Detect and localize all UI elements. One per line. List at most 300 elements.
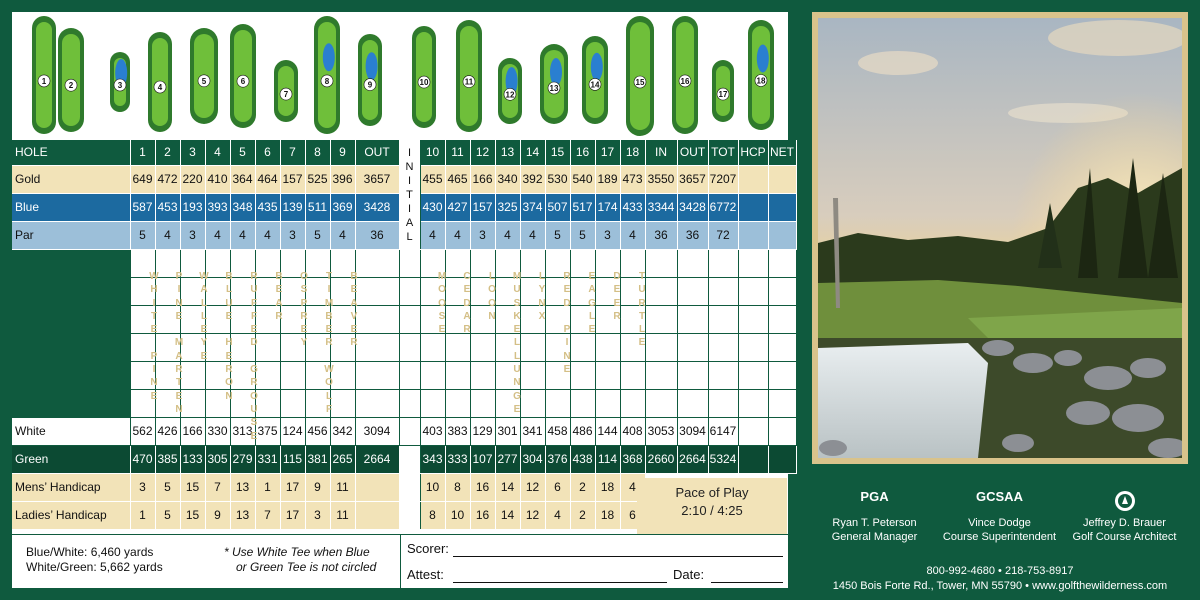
- player-score-cell[interactable]: [445, 305, 470, 333]
- player-score-cell[interactable]: [620, 361, 645, 389]
- header-cell: 13: [495, 140, 520, 165]
- player-score-cell[interactable]: [495, 277, 520, 305]
- ladies-value: 2: [570, 501, 595, 529]
- initial-cell[interactable]: [399, 417, 420, 445]
- player-score-cell[interactable]: [280, 305, 305, 333]
- player-score-cell[interactable]: [399, 389, 420, 417]
- player-score-cell[interactable]: [305, 277, 330, 305]
- ladies-value: 15: [180, 501, 205, 529]
- hole-diagram-1: [32, 16, 56, 134]
- contact-info: [812, 564, 1188, 594]
- player-score-row: [12, 305, 796, 333]
- blue-value: 427: [445, 193, 470, 221]
- ladies-value: 14: [495, 501, 520, 529]
- player-score-cell[interactable]: [708, 249, 738, 277]
- hole-diagram-9: [358, 34, 382, 126]
- hole-number-label: 5: [201, 76, 207, 86]
- player-score-cell[interactable]: [205, 277, 230, 305]
- player-score-cell[interactable]: [570, 305, 595, 333]
- player-score-cell[interactable]: [677, 249, 708, 277]
- mens-value: 6: [545, 473, 570, 501]
- blue-value: 325: [495, 193, 520, 221]
- player-score-cell[interactable]: [420, 361, 445, 389]
- mens-value: 5: [155, 473, 180, 501]
- player-score-cell[interactable]: [280, 389, 305, 417]
- green-value: 385: [155, 445, 180, 473]
- header-cell: 16: [570, 140, 595, 165]
- player-score-cell[interactable]: [520, 277, 545, 305]
- hole-number-label: 4: [157, 83, 163, 92]
- player-score-cell[interactable]: [645, 333, 677, 361]
- player-score-cell[interactable]: [495, 249, 520, 277]
- score-table: [12, 140, 797, 530]
- par-total: 72: [708, 221, 738, 249]
- player-score-cell[interactable]: [738, 333, 768, 361]
- player-score-cell[interactable]: [545, 333, 570, 361]
- green-out: 2664: [355, 445, 399, 473]
- header-cell: 8: [305, 140, 330, 165]
- hole-diagram-17: [712, 60, 734, 122]
- player-name-cell[interactable]: [12, 249, 130, 277]
- green-hcp[interactable]: [738, 445, 768, 473]
- player-score-cell[interactable]: [645, 277, 677, 305]
- par-value: 3: [595, 221, 620, 249]
- player-score-cell[interactable]: [330, 333, 355, 361]
- player-score-cell[interactable]: [595, 249, 620, 277]
- green-total: 5324: [708, 445, 738, 473]
- player-score-cell[interactable]: [305, 333, 330, 361]
- blue-value: 374: [520, 193, 545, 221]
- mens-value: 18: [595, 473, 620, 501]
- gold-net[interactable]: [768, 165, 796, 193]
- player-score-cell[interactable]: [520, 249, 545, 277]
- par-net[interactable]: [768, 221, 796, 249]
- blue-hcp[interactable]: [738, 193, 768, 221]
- hole-diagram-10: [412, 26, 436, 128]
- player-score-cell[interactable]: [570, 277, 595, 305]
- player-score-cell[interactable]: [768, 389, 796, 417]
- hole-diagram-18: [748, 20, 774, 130]
- player-score-cell[interactable]: [545, 361, 570, 389]
- player-score-cell[interactable]: [445, 249, 470, 277]
- player-score-cell[interactable]: [445, 277, 470, 305]
- player-score-cell[interactable]: [470, 305, 495, 333]
- player-score-cell[interactable]: [620, 389, 645, 417]
- ladies-value: 7: [255, 501, 280, 529]
- header-cell: 6: [255, 140, 280, 165]
- player-score-cell[interactable]: [677, 361, 708, 389]
- player-score-cell[interactable]: [570, 389, 595, 417]
- player-score-cell[interactable]: [677, 333, 708, 361]
- ladies-value: 16: [470, 501, 495, 529]
- green-value: 114: [595, 445, 620, 473]
- ladies-value: 9: [205, 501, 230, 529]
- player-score-cell[interactable]: [520, 361, 545, 389]
- player-score-cell[interactable]: [645, 305, 677, 333]
- signature-area: [400, 535, 788, 589]
- player-name-cell[interactable]: [12, 389, 130, 417]
- player-score-cell[interactable]: [738, 361, 768, 389]
- player-score-cell[interactable]: [205, 249, 230, 277]
- header-cell: 1: [130, 140, 155, 165]
- par-label: Par: [12, 221, 130, 249]
- player-score-cell[interactable]: [230, 249, 255, 277]
- player-score-cell[interactable]: [768, 249, 796, 277]
- ladies-value: 3: [305, 501, 330, 529]
- player-score-cell[interactable]: [355, 389, 399, 417]
- pace-title: Pace of Play: [675, 485, 749, 500]
- player-score-cell[interactable]: [470, 249, 495, 277]
- white-net[interactable]: [768, 417, 796, 445]
- player-score-cell[interactable]: [545, 389, 570, 417]
- scorer-label: Scorer:: [407, 541, 449, 556]
- white-value: 375: [255, 417, 280, 445]
- player-score-cell[interactable]: [230, 389, 255, 417]
- hole-diagram-5: [190, 28, 218, 124]
- player-score-cell[interactable]: [255, 277, 280, 305]
- mens-value: 16: [470, 473, 495, 501]
- mens-value: 7: [205, 473, 230, 501]
- white-hcp[interactable]: [738, 417, 768, 445]
- player-score-cell[interactable]: [330, 249, 355, 277]
- player-score-cell[interactable]: [230, 277, 255, 305]
- player-score-cell[interactable]: [595, 277, 620, 305]
- player-score-cell[interactable]: [595, 305, 620, 333]
- blue-value: 393: [205, 193, 230, 221]
- player-score-cell[interactable]: [677, 277, 708, 305]
- blue-value: 511: [305, 193, 330, 221]
- player-score-cell[interactable]: [255, 333, 280, 361]
- player-score-cell[interactable]: [330, 389, 355, 417]
- player-score-cell[interactable]: [470, 361, 495, 389]
- attest-line[interactable]: [453, 582, 667, 583]
- player-score-cell[interactable]: [230, 333, 255, 361]
- player-score-cell[interactable]: [155, 277, 180, 305]
- blue-out-total: 3428: [677, 193, 708, 221]
- player-score-cell[interactable]: [205, 305, 230, 333]
- hole-diagram-3: [110, 52, 130, 112]
- staff-super-name: Vince Dodge: [968, 517, 1031, 529]
- player-score-cell[interactable]: [330, 277, 355, 305]
- blue-value: 193: [180, 193, 205, 221]
- player-score-cell[interactable]: [420, 333, 445, 361]
- player-score-cell[interactable]: [399, 305, 420, 333]
- staff-gm-title: General Manager: [831, 531, 918, 543]
- player-score-cell[interactable]: [355, 277, 399, 305]
- player-score-cell[interactable]: [180, 249, 205, 277]
- ladies-value: 4: [545, 501, 570, 529]
- hole-diagram-12: [498, 58, 522, 124]
- white-value: 124: [280, 417, 305, 445]
- player-score-cell[interactable]: [399, 249, 420, 277]
- player-score-cell[interactable]: [155, 389, 180, 417]
- player-score-cell[interactable]: [445, 333, 470, 361]
- player-score-cell[interactable]: [420, 277, 445, 305]
- hole-diagram-16: [672, 16, 698, 134]
- player-score-cell[interactable]: [355, 249, 399, 277]
- par-hcp[interactable]: [738, 221, 768, 249]
- player-score-cell[interactable]: [280, 249, 305, 277]
- player-score-cell[interactable]: [130, 361, 155, 389]
- course-photo-frame: [812, 12, 1188, 464]
- player-score-cell[interactable]: [570, 333, 595, 361]
- player-score-cell[interactable]: [595, 389, 620, 417]
- player-score-cell[interactable]: [399, 361, 420, 389]
- player-score-cell[interactable]: [768, 277, 796, 305]
- blue-out: 3428: [355, 193, 399, 221]
- player-score-cell[interactable]: [355, 361, 399, 389]
- player-score-cell[interactable]: [130, 333, 155, 361]
- green-net[interactable]: [768, 445, 796, 473]
- player-score-cell[interactable]: [330, 305, 355, 333]
- player-score-cell[interactable]: [305, 249, 330, 277]
- player-score-cell[interactable]: [280, 277, 305, 305]
- header-cell: 4: [205, 140, 230, 165]
- gold-value: 220: [180, 165, 205, 193]
- header-cell: 17: [595, 140, 620, 165]
- player-score-cell[interactable]: [677, 389, 708, 417]
- player-name-cell[interactable]: [12, 305, 130, 333]
- player-score-cell[interactable]: [130, 249, 155, 277]
- hole-name: E A G L E: [588, 271, 596, 336]
- player-score-cell[interactable]: [645, 389, 677, 417]
- player-score-cell[interactable]: [620, 277, 645, 305]
- player-score-cell[interactable]: [495, 333, 520, 361]
- hole-name: W H I T E P I N E: [149, 271, 159, 402]
- green-value: 376: [545, 445, 570, 473]
- gold-in: 3550: [645, 165, 677, 193]
- player-score-cell[interactable]: [230, 305, 255, 333]
- player-score-cell[interactable]: [445, 389, 470, 417]
- hole-number-label: 16: [680, 76, 690, 86]
- gold-value: 530: [545, 165, 570, 193]
- player-score-cell[interactable]: [230, 361, 255, 389]
- player-score-cell[interactable]: [180, 305, 205, 333]
- header-cell: HOLE: [12, 140, 130, 165]
- player-score-cell[interactable]: [520, 333, 545, 361]
- staff-super-title: Course Superintendent: [942, 531, 1057, 543]
- staff-architect: [1062, 490, 1187, 544]
- gold-value: 157: [280, 165, 305, 193]
- player-score-cell[interactable]: [130, 277, 155, 305]
- player-score-cell[interactable]: [570, 249, 595, 277]
- green-value: 279: [230, 445, 255, 473]
- player-score-cell[interactable]: [399, 333, 420, 361]
- par-value: 5: [545, 221, 570, 249]
- player-score-cell[interactable]: [155, 249, 180, 277]
- player-name-cell[interactable]: [12, 277, 130, 305]
- player-score-cell[interactable]: [280, 361, 305, 389]
- white-row: [12, 417, 796, 445]
- hole-diagram-4: [148, 32, 172, 132]
- player-score-cell[interactable]: [130, 305, 155, 333]
- hole-diagram-11: [456, 20, 482, 132]
- player-score-cell[interactable]: [130, 389, 155, 417]
- player-score-cell[interactable]: [445, 361, 470, 389]
- player-score-cell[interactable]: [708, 361, 738, 389]
- white-out: 3094: [355, 417, 399, 445]
- blue-value: 507: [545, 193, 570, 221]
- course-photo: [818, 18, 1182, 458]
- player-score-row: [12, 249, 796, 277]
- par-out: 36: [355, 221, 399, 249]
- player-score-cell[interactable]: [620, 305, 645, 333]
- player-score-cell[interactable]: [355, 333, 399, 361]
- player-score-cell[interactable]: [620, 249, 645, 277]
- player-score-cell[interactable]: [768, 305, 796, 333]
- white-out-total: 3094: [677, 417, 708, 445]
- white-value: 144: [595, 417, 620, 445]
- mens-value: 3: [130, 473, 155, 501]
- white-value: 486: [570, 417, 595, 445]
- player-score-cell[interactable]: [470, 277, 495, 305]
- green-value: 304: [520, 445, 545, 473]
- white-value: 301: [495, 417, 520, 445]
- green-value: 470: [130, 445, 155, 473]
- green-value: 133: [180, 445, 205, 473]
- player-score-cell[interactable]: [645, 361, 677, 389]
- player-score-cell[interactable]: [545, 305, 570, 333]
- player-score-cell[interactable]: [155, 361, 180, 389]
- ladies-value: 6: [620, 501, 645, 529]
- initial-cell[interactable]: [399, 445, 420, 473]
- scorer-line[interactable]: [453, 556, 783, 557]
- staff-gm-name: Ryan T. Peterson: [832, 517, 917, 529]
- player-score-cell[interactable]: [470, 333, 495, 361]
- player-score-cell[interactable]: [620, 333, 645, 361]
- player-score-cell[interactable]: [255, 305, 280, 333]
- player-score-cell[interactable]: [355, 305, 399, 333]
- par-value: 4: [620, 221, 645, 249]
- hole-number-label: 14: [590, 80, 600, 90]
- player-name-cell[interactable]: [12, 333, 130, 361]
- player-score-cell[interactable]: [305, 305, 330, 333]
- player-score-cell[interactable]: [708, 389, 738, 417]
- player-score-cell[interactable]: [708, 333, 738, 361]
- player-score-cell[interactable]: [155, 305, 180, 333]
- player-score-cell[interactable]: [520, 305, 545, 333]
- white-value: 383: [445, 417, 470, 445]
- player-score-cell[interactable]: [305, 389, 330, 417]
- player-score-cell[interactable]: [305, 361, 330, 389]
- player-score-cell[interactable]: [255, 389, 280, 417]
- header-cell: 5: [230, 140, 255, 165]
- hole-diagram-7: [274, 60, 298, 122]
- white-total: 6147: [708, 417, 738, 445]
- mens-value: 8: [445, 473, 470, 501]
- header-cell: IN: [645, 140, 677, 165]
- blue-value: 174: [595, 193, 620, 221]
- player-score-cell[interactable]: [495, 389, 520, 417]
- player-score-cell[interactable]: [205, 333, 230, 361]
- par-value: 4: [420, 221, 445, 249]
- green-in: 2660: [645, 445, 677, 473]
- player-score-cell[interactable]: [255, 249, 280, 277]
- hole-name: L O O N: [488, 271, 496, 322]
- initial-cell[interactable]: [399, 501, 420, 529]
- par-value: 4: [445, 221, 470, 249]
- yardage-white-green: White/Green: 5,662 yards: [26, 560, 163, 574]
- scorecard-panel: [12, 12, 794, 588]
- player-score-cell[interactable]: [420, 389, 445, 417]
- player-score-cell[interactable]: [545, 249, 570, 277]
- player-score-cell[interactable]: [595, 333, 620, 361]
- ladies-value: 12: [520, 501, 545, 529]
- white-value: 458: [545, 417, 570, 445]
- player-score-cell[interactable]: [205, 389, 230, 417]
- player-score-cell[interactable]: [420, 249, 445, 277]
- gold-hcp[interactable]: [738, 165, 768, 193]
- player-score-cell[interactable]: [330, 361, 355, 389]
- player-score-cell[interactable]: [738, 277, 768, 305]
- player-score-cell[interactable]: [645, 249, 677, 277]
- player-score-cell[interactable]: [495, 305, 520, 333]
- date-line[interactable]: [711, 582, 783, 583]
- player-score-cell[interactable]: [205, 361, 230, 389]
- ladies-value: 11: [330, 501, 355, 529]
- par-value: 5: [130, 221, 155, 249]
- blue-total: 6772: [708, 193, 738, 221]
- blue-value: 517: [570, 193, 595, 221]
- ladies-value: 1: [130, 501, 155, 529]
- player-score-cell[interactable]: [520, 389, 545, 417]
- player-score-cell[interactable]: [280, 333, 305, 361]
- player-score-cell[interactable]: [570, 361, 595, 389]
- hole-diagram-15: [626, 16, 654, 136]
- player-name-cell[interactable]: [12, 361, 130, 389]
- player-score-cell[interactable]: [595, 361, 620, 389]
- player-score-cell[interactable]: [677, 305, 708, 333]
- player-score-cell[interactable]: [495, 361, 520, 389]
- hole-name: T U R T L E: [638, 271, 646, 349]
- mens-value: 13: [230, 473, 255, 501]
- player-score-cell[interactable]: [738, 249, 768, 277]
- mens-value: 10: [420, 473, 445, 501]
- player-score-cell[interactable]: [399, 277, 420, 305]
- ladies-value: 5: [155, 501, 180, 529]
- player-score-cell[interactable]: [420, 305, 445, 333]
- blue-net[interactable]: [768, 193, 796, 221]
- player-score-cell[interactable]: [768, 333, 796, 361]
- player-score-cell[interactable]: [738, 389, 768, 417]
- hole-number-label: 13: [549, 84, 559, 93]
- hole-name: C E D A R: [463, 271, 471, 336]
- initial-cell[interactable]: [399, 473, 420, 501]
- player-score-cell[interactable]: [545, 277, 570, 305]
- hole-number-label: 1: [41, 76, 47, 86]
- hole-name: T I M B E R W O L F: [324, 271, 334, 415]
- player-score-cell[interactable]: [180, 389, 205, 417]
- player-score-cell[interactable]: [768, 361, 796, 389]
- green-value: 115: [280, 445, 305, 473]
- white-value: 426: [155, 417, 180, 445]
- player-score-cell[interactable]: [155, 333, 180, 361]
- player-score-cell[interactable]: [180, 333, 205, 361]
- player-score-cell[interactable]: [708, 277, 738, 305]
- player-score-cell[interactable]: [255, 361, 280, 389]
- header-cell: HCP: [738, 140, 768, 165]
- blue-label: Blue: [12, 193, 130, 221]
- player-score-cell[interactable]: [180, 277, 205, 305]
- gold-value: 455: [420, 165, 445, 193]
- player-score-cell[interactable]: [738, 305, 768, 333]
- player-score-cell[interactable]: [470, 389, 495, 417]
- player-score-cell[interactable]: [708, 305, 738, 333]
- hole-diagrams: [12, 12, 788, 138]
- par-value: 4: [205, 221, 230, 249]
- hole-name: D E E R: [613, 271, 621, 322]
- player-score-cell[interactable]: [180, 361, 205, 389]
